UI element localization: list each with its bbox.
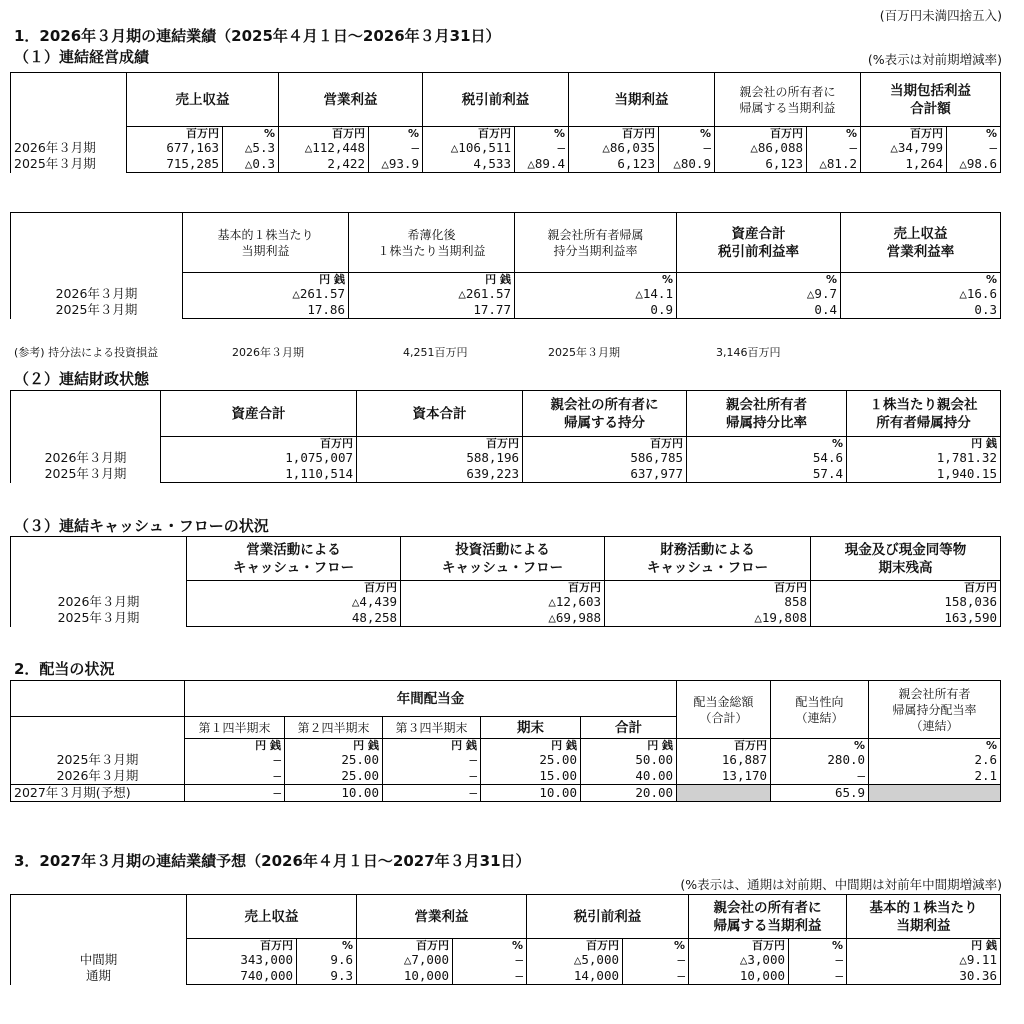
col-op-margin: 売上収益 営業利益率 (841, 213, 1001, 273)
col-fc-operating-profit: 営業利益 (357, 895, 527, 939)
unit: 百万円 (357, 939, 453, 953)
row-label: 2025年３月期 (11, 302, 183, 319)
row-label: 2026年３月期 (11, 768, 185, 785)
table-row: 2026年３月期 677,163 △5.3 △112,448 ― △106,511 ― △86,035 ― △86,088 ― △34,799 ― (11, 140, 1001, 156)
row-label: 2026年３月期 (11, 286, 183, 302)
equity-method-value-1: 4,251百万円 (403, 346, 468, 359)
unit: 円 銭 (581, 739, 677, 753)
unit: 百万円 (401, 581, 605, 595)
row-label: 通期 (11, 968, 187, 985)
unit: 百万円 (187, 581, 401, 595)
unit: % (369, 127, 423, 141)
col-total-assets: 資産合計 (161, 391, 357, 437)
table-row: 2026年３月期 △261.57 △261.57 △14.1 △9.7 △16.6 (11, 286, 1001, 302)
row-label: 2026年３月期 (11, 450, 161, 466)
financial-position-table (10, 390, 1001, 483)
table-row: 通期 740,000 9.3 10,000 ― 14,000 ― 10,000 ― 30.36 (11, 968, 1001, 985)
unit: 百万円 (569, 127, 659, 141)
col-fc-revenue: 売上収益 (187, 895, 357, 939)
unit: % (223, 127, 279, 141)
unit: 円 銭 (481, 739, 581, 753)
col-q1: 第１四半期末 (185, 717, 285, 739)
unit: % (515, 273, 677, 287)
unit: % (947, 127, 1001, 141)
section-1-1-note: (%表示は対前期増減率) (867, 52, 1002, 67)
forecast-table (10, 894, 1001, 985)
unit: 百万円 (605, 581, 811, 595)
table-row: 2025年３月期 1,110,514 639,223 637,977 57.4 1,940.15 (11, 466, 1001, 483)
unit: 円 銭 (383, 739, 481, 753)
unit: 百万円 (161, 437, 357, 451)
col-roe: 親会社所有者帰属 持分当期利益率 (515, 213, 677, 273)
unit: % (807, 127, 861, 141)
row-label: 2025年３月期 (11, 752, 185, 768)
unit: % (841, 273, 1001, 287)
equity-method-period-2: 2025年３月期 (548, 346, 620, 359)
col-q3: 第３四半期末 (383, 717, 481, 739)
table-row: 中間期 343,000 9.6 △7,000 ― △5,000 ― △3,000 ― △9.11 (11, 952, 1001, 968)
unit: % (515, 127, 569, 141)
col-fc-eps: 基本的１株当たり 当期利益 (847, 895, 1001, 939)
row-label: 2025年３月期 (11, 466, 161, 483)
col-total: 合計 (581, 717, 677, 739)
col-fc-pretax-profit: 税引前利益 (527, 895, 689, 939)
col-diluted-eps: 希薄化後 １株当たり当期利益 (349, 213, 515, 273)
unit: % (677, 273, 841, 287)
unit: % (659, 127, 715, 141)
unit: 百万円 (527, 939, 623, 953)
row-label: 中間期 (11, 952, 187, 968)
unit: 円 銭 (847, 939, 1001, 953)
table-row: 2026年３月期 ― 25.00 ― 15.00 40.00 13,170 ― 2.1 (11, 768, 1001, 785)
col-doe: 親会社所有者 帰属持分配当率 （連結） (869, 681, 1001, 739)
unit: % (687, 437, 847, 451)
unit: 百万円 (357, 437, 523, 451)
unit: 円 銭 (285, 739, 383, 753)
col-pretax-profit: 税引前利益 (423, 73, 569, 127)
unit: 百万円 (715, 127, 807, 141)
unit: % (869, 739, 1001, 753)
section-3-title: 3．2027年３月期の連結業績予想（2026年４月１日～2027年３月31日） (14, 852, 531, 870)
unit: 円 銭 (185, 739, 285, 753)
unit: 百万円 (187, 939, 297, 953)
col-total-dividend: 配当金総額 （合計） (677, 681, 771, 739)
unit: 百万円 (677, 739, 771, 753)
unit: % (789, 939, 847, 953)
col-operating-profit: 営業利益 (279, 73, 423, 127)
dividends-table (10, 680, 1001, 802)
row-label: 2027年３月期(予想) (11, 785, 185, 802)
row-label: 2026年３月期 (11, 140, 127, 156)
forecast-row: 2027年３月期(予想) ― 10.00 ― 10.00 20.00 65.9 (11, 785, 1001, 802)
unit: 円 銭 (847, 437, 1001, 451)
section-2-title: 2．配当の状況 (14, 660, 115, 678)
gray-cell (677, 785, 771, 802)
unit: 百万円 (811, 581, 1001, 595)
col-revenue: 売上収益 (127, 73, 279, 127)
unit: % (771, 739, 869, 753)
equity-method-value-2: 3,146百万円 (716, 346, 781, 359)
unit: 円 銭 (183, 273, 349, 287)
col-payout-ratio: 配当性向 （連結） (771, 681, 869, 739)
section-1-2-title: （２）連結財政状態 (14, 370, 150, 388)
unit: 百万円 (523, 437, 687, 451)
col-bps: １株当たり親会社 所有者帰属持分 (847, 391, 1001, 437)
section-1-title: 1．2026年３月期の連結業績（2025年４月１日～2026年３月31日） (14, 27, 501, 45)
unit: 百万円 (279, 127, 369, 141)
table-row: 2025年３月期 48,258 △69,988 △19,808 163,590 (11, 610, 1001, 627)
col-equity-ratio: 親会社所有者 帰属持分比率 (687, 391, 847, 437)
table-row: 2026年３月期 △4,439 △12,603 858 158,036 (11, 594, 1001, 610)
row-label: 2025年３月期 (11, 156, 127, 173)
table-row: 2026年３月期 1,075,007 588,196 586,785 54.6 1,781.32 (11, 450, 1001, 466)
unit: 百万円 (423, 127, 515, 141)
unit: 百万円 (861, 127, 947, 141)
gray-cell (869, 785, 1001, 802)
table-row: 2025年３月期 715,285 △0.3 2,422 △93.9 4,533 △89.4 6,123 △80.9 6,123 △81.2 1,264 △98.6 (11, 156, 1001, 173)
unit: 円 銭 (349, 273, 515, 287)
unit: % (623, 939, 689, 953)
row-label: 2026年３月期 (11, 594, 187, 610)
equity-method-label: (参考) 持分法による投資損益 (14, 346, 159, 359)
col-cash-balance: 現金及び現金同等物 期末残高 (811, 537, 1001, 581)
col-financing-cf: 財務活動による キャッシュ・フロー (605, 537, 811, 581)
cash-flow-table (10, 536, 1001, 627)
col-fc-owner-profit: 親会社の所有者に 帰属する当期利益 (689, 895, 847, 939)
table-row: 2025年３月期 ― 25.00 ― 25.00 50.00 16,887 280.0 2.6 (11, 752, 1001, 768)
equity-method-period-1: 2026年３月期 (232, 346, 304, 359)
col-basic-eps: 基本的１株当たり 当期利益 (183, 213, 349, 273)
unit: 百万円 (689, 939, 789, 953)
col-net-profit: 当期利益 (569, 73, 715, 127)
col-owner-profit: 親会社の所有者に 帰属する当期利益 (715, 73, 861, 127)
per-share-table (10, 212, 1001, 319)
col-annual-dividend: 年間配当金 (185, 681, 677, 717)
table-row: 2025年３月期 17.86 17.77 0.9 0.4 0.3 (11, 302, 1001, 319)
col-year-end: 期末 (481, 717, 581, 739)
operating-results-table (10, 72, 1001, 173)
unit: % (297, 939, 357, 953)
row-label: 2025年３月期 (11, 610, 187, 627)
col-comprehensive: 当期包括利益 合計額 (861, 73, 1001, 127)
unit: 百万円 (127, 127, 223, 141)
col-roa: 資産合計 税引前利益率 (677, 213, 841, 273)
section-3-note: (%表示は、通期は対前期、中間期は対前年中間期増減率) (680, 877, 1002, 892)
section-1-3-title: （３）連結キャッシュ・フローの状況 (14, 517, 269, 535)
section-1-1-title: （１）連結経営成績 (14, 48, 150, 66)
col-owner-equity: 親会社の所有者に 帰属する持分 (523, 391, 687, 437)
col-q2: 第２四半期末 (285, 717, 383, 739)
col-total-equity: 資本合計 (357, 391, 523, 437)
col-operating-cf: 営業活動による キャッシュ・フロー (187, 537, 401, 581)
unit: % (453, 939, 527, 953)
rounding-note: (百万円未満四捨五入) (879, 8, 1002, 23)
col-investing-cf: 投資活動による キャッシュ・フロー (401, 537, 605, 581)
